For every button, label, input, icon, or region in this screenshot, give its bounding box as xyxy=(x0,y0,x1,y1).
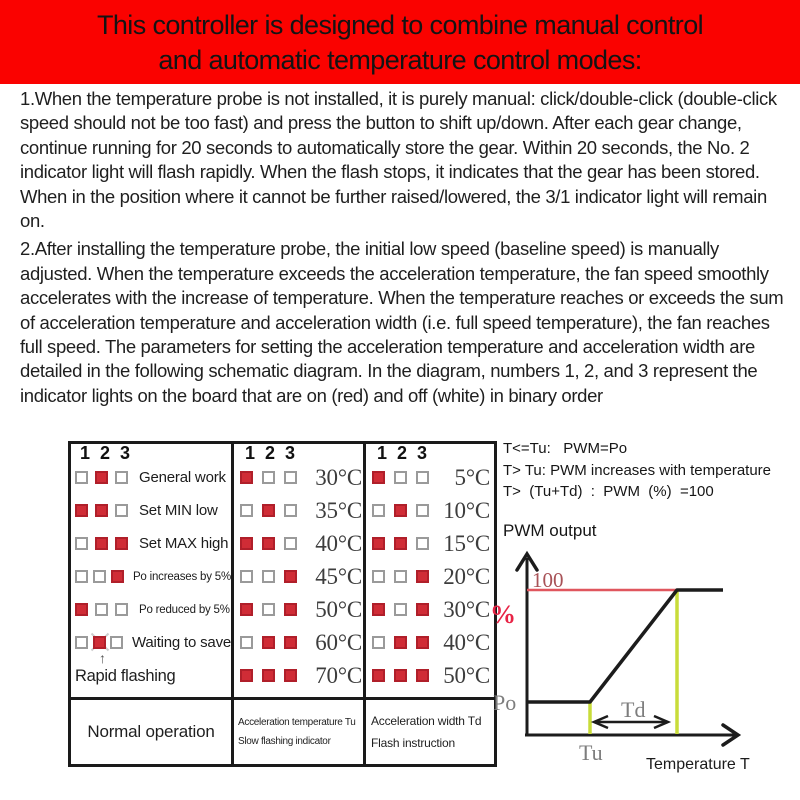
indicator-row-label: 5°C xyxy=(454,464,490,490)
light-box xyxy=(95,603,108,616)
indicator-light-off xyxy=(394,603,414,616)
light-box xyxy=(75,603,88,616)
indicator-light-off xyxy=(75,636,93,649)
indicator-light-on xyxy=(394,504,414,517)
indicator-light-off xyxy=(75,537,95,550)
indicator-light-off xyxy=(240,570,260,583)
banner-line-2: and automatic temperature control modes: xyxy=(158,45,642,75)
indicator-header-digit: 3 xyxy=(416,443,427,463)
light-box xyxy=(262,669,275,682)
light-box xyxy=(240,570,253,583)
light-box xyxy=(240,471,253,484)
indicator-light-off xyxy=(240,636,260,649)
light-box xyxy=(284,669,297,682)
light-box xyxy=(110,636,123,649)
indicator-row xyxy=(370,593,494,626)
indicator-light-off xyxy=(284,537,304,550)
light-box xyxy=(95,504,108,517)
indicator-light-off xyxy=(284,471,304,484)
light-box xyxy=(416,636,429,649)
indicator-light-off xyxy=(372,570,392,583)
indicator-row xyxy=(370,626,494,659)
light-box xyxy=(240,603,253,616)
indicator-light-on xyxy=(284,669,304,682)
light-box xyxy=(284,504,297,517)
indicator-light-on xyxy=(284,636,304,649)
pwm-temperature-graph xyxy=(480,518,800,800)
indicator-row-label: 10°C xyxy=(443,497,490,523)
rapid-flashing-note: Rapid flashing xyxy=(75,667,176,685)
indicator-light-on xyxy=(240,603,260,616)
light-box xyxy=(115,603,128,616)
indicator-light-on xyxy=(75,504,95,517)
light-box xyxy=(372,636,385,649)
light-box xyxy=(262,537,275,550)
indicator-light-on xyxy=(93,636,111,649)
indicator-row xyxy=(370,659,494,692)
indicator-table xyxy=(68,441,497,767)
indicator-row-label: General work xyxy=(139,469,226,486)
indicator-light-on xyxy=(111,570,129,583)
light-box xyxy=(372,471,385,484)
indicator-row xyxy=(370,494,494,527)
indicator-row-label: 45°C xyxy=(315,563,362,589)
indicator-row-label: 20°C xyxy=(443,563,490,589)
indicator-row xyxy=(238,494,363,527)
indicator-header-digit: 1 xyxy=(376,443,387,463)
light-box xyxy=(284,603,297,616)
light-box xyxy=(416,603,429,616)
indicator-light-on xyxy=(394,537,414,550)
indicator-header-digit: 1 xyxy=(244,443,255,463)
flash-pointer-arrow-icon: ↑ xyxy=(99,650,106,666)
light-box xyxy=(75,570,88,583)
indicator-light-on xyxy=(372,537,392,550)
light-box xyxy=(394,504,407,517)
indicator-row xyxy=(238,593,363,626)
indicator-light-off xyxy=(262,570,282,583)
indicator-light-on xyxy=(95,471,115,484)
indicator-header-123 xyxy=(372,443,494,463)
indicator-light-off xyxy=(416,504,436,517)
light-box xyxy=(95,471,108,484)
indicator-row-label: 50°C xyxy=(315,596,362,622)
indicator-row xyxy=(370,560,494,593)
light-box xyxy=(262,570,275,583)
indicator-row xyxy=(75,461,231,494)
light-box xyxy=(75,504,88,517)
pwm-output-label: PWM output xyxy=(503,521,597,540)
indicator-light-on xyxy=(416,570,436,583)
indicator-row-label: Po increases by 5% xyxy=(132,570,231,583)
indicator-row-label: 30°C xyxy=(315,464,362,490)
indicator-row-label: Po reduced by 5% xyxy=(139,603,230,616)
indicator-light-off xyxy=(262,603,282,616)
light-box xyxy=(372,537,385,550)
pwm-rule-2: T> Tu: PWM increases with temperature xyxy=(503,461,772,479)
indicator-light-on xyxy=(95,537,115,550)
indicator-header-digit: 2 xyxy=(396,443,407,463)
indicator-row xyxy=(75,593,231,626)
light-box xyxy=(394,603,407,616)
light-box xyxy=(416,471,429,484)
indicator-light-on xyxy=(416,669,436,682)
light-box xyxy=(262,636,275,649)
function-column xyxy=(71,444,234,700)
x-axis-title: Temperature T xyxy=(646,756,750,773)
banner-line-1: This controller is designed to combine manual control xyxy=(96,10,704,40)
light-box xyxy=(416,504,429,517)
indicator-row xyxy=(238,461,363,494)
light-box xyxy=(111,570,124,583)
indicator-light-on xyxy=(262,669,282,682)
indicator-light-off xyxy=(394,471,414,484)
indicator-row-label: Waiting to save xyxy=(132,634,232,651)
indicator-header-123 xyxy=(240,443,363,463)
y-max-label: 100 xyxy=(532,568,564,592)
indicator-light-on xyxy=(240,669,260,682)
indicator-row-label: 40°C xyxy=(315,530,362,556)
light-box xyxy=(372,504,385,517)
paragraph-auto-mode: 2.After installing the temperature probe, the initial low speed (baseline speed) is manually adjusted. When the temperature exceeds the acceleration temperature, the fan speed smoothly accelerates with the increase of temperature. When the temperature reaches or exceeds the sum of acceleration temperature and acceleration width (i.e. full speed temperature), the fan reaches full speed. The parameters for setting the acceleration temperature and acceleration width are detailed in the following schematic diagram. In the diagram, numbers 1, 2, and 3 represent the indicator lights on the board that are on (red) and off (white) in binary order xyxy=(20,238,784,406)
indicator-row-label: Set MAX high xyxy=(139,535,229,552)
indicator-light-on xyxy=(115,537,135,550)
indicator-light-off xyxy=(372,636,392,649)
light-box xyxy=(284,471,297,484)
indicator-light-off xyxy=(416,471,436,484)
light-box xyxy=(416,537,429,550)
indicator-header-digit: 2 xyxy=(99,443,110,463)
pwm-curve xyxy=(527,590,723,702)
indicator-row xyxy=(370,527,494,560)
indicator-light-off xyxy=(95,603,115,616)
footer-acceleration-temperature xyxy=(234,700,366,764)
indicator-light-off xyxy=(115,471,135,484)
footer-tu-line-1: Acceleration temperature Tu xyxy=(238,717,356,728)
paragraph-manual-mode: 1.When the temperature probe is not installed, it is purely manual: click/double-click (double-click speed should not be too fast) and press the button to shift up/down. After each gear change, continue running for 20 seconds to automatically store the gear. Within 20 seconds, the No. 2 indicator light will flash rapidly. When the flash stops, it indicates that the gear has been stored. When in the position where it cannot be further raised/lowered, the 3/1 indicator light will remain on. xyxy=(20,88,777,232)
light-box xyxy=(394,669,407,682)
footer-td-line-1: Acceleration width Td xyxy=(371,714,482,728)
light-box xyxy=(394,570,407,583)
tu-label: Tu xyxy=(579,740,603,765)
percent-label: % xyxy=(490,600,516,629)
light-box xyxy=(95,537,108,550)
light-box xyxy=(416,669,429,682)
td-label: Td xyxy=(621,697,646,722)
indicator-row-label: 30°C xyxy=(443,596,490,622)
indicator-light-on xyxy=(75,603,95,616)
light-box xyxy=(372,570,385,583)
light-box xyxy=(372,669,385,682)
indicator-row xyxy=(75,560,231,593)
light-box xyxy=(262,603,275,616)
indicator-row xyxy=(370,461,494,494)
indicator-light-off xyxy=(416,537,436,550)
indicator-light-on xyxy=(284,570,304,583)
light-box xyxy=(240,669,253,682)
indicator-light-off xyxy=(115,603,135,616)
light-box xyxy=(75,636,88,649)
indicator-row-label: 70°C xyxy=(315,662,362,688)
title-banner xyxy=(0,0,800,84)
indicator-light-on xyxy=(284,603,304,616)
indicator-header-123 xyxy=(75,443,231,463)
indicator-light-on xyxy=(416,636,436,649)
indicator-header-digit: 2 xyxy=(264,443,275,463)
light-box xyxy=(93,570,106,583)
light-box xyxy=(284,537,297,550)
indicator-header-digit: 1 xyxy=(79,443,90,463)
indicator-row xyxy=(75,494,231,527)
indicator-light-off xyxy=(110,636,128,649)
indicator-light-on xyxy=(394,636,414,649)
indicator-light-on xyxy=(372,603,392,616)
light-box xyxy=(115,471,128,484)
pwm-rule-1: T<=Tu: PWM=Po xyxy=(503,440,628,457)
light-box xyxy=(75,537,88,550)
indicator-row-label: 35°C xyxy=(315,497,362,523)
indicator-row-label: 15°C xyxy=(443,530,490,556)
indicator-row-label: 40°C xyxy=(443,629,490,655)
indicator-row-label: 50°C xyxy=(443,662,490,688)
light-box xyxy=(372,603,385,616)
indicator-light-on xyxy=(262,636,282,649)
indicator-row xyxy=(238,527,363,560)
indicator-light-on xyxy=(240,471,260,484)
light-box xyxy=(75,471,88,484)
light-box xyxy=(416,570,429,583)
indicator-light-off xyxy=(262,471,282,484)
light-box xyxy=(262,504,275,517)
indicator-row xyxy=(238,659,363,692)
indicator-light-on xyxy=(95,504,115,517)
indicator-light-on xyxy=(394,669,414,682)
footer-tu-line-2: Slow flashing indicator xyxy=(238,736,331,747)
indicator-light-off xyxy=(394,570,414,583)
acceleration-temperature-column xyxy=(234,444,366,700)
indicator-light-on xyxy=(372,471,392,484)
light-box xyxy=(394,471,407,484)
light-box xyxy=(284,570,297,583)
indicator-header-digit: 3 xyxy=(119,443,130,463)
light-box xyxy=(115,537,128,550)
indicator-light-off xyxy=(93,570,111,583)
indicator-light-off xyxy=(240,504,260,517)
indicator-light-off xyxy=(372,504,392,517)
indicator-light-on xyxy=(240,537,260,550)
pwm-rules xyxy=(503,438,771,503)
indicator-row-label: 60°C xyxy=(315,629,362,655)
footer-acceleration-width xyxy=(366,700,494,764)
indicator-light-off xyxy=(75,471,95,484)
indicator-light-on xyxy=(262,537,282,550)
light-box xyxy=(240,636,253,649)
light-box xyxy=(115,504,128,517)
indicator-header-digit: 3 xyxy=(284,443,295,463)
light-box xyxy=(262,471,275,484)
intro-text xyxy=(20,87,792,412)
indicator-row xyxy=(238,560,363,593)
footer-normal-operation: Normal operation xyxy=(71,700,234,764)
light-box xyxy=(93,636,106,649)
light-box xyxy=(394,537,407,550)
indicator-light-off xyxy=(284,504,304,517)
indicator-light-off xyxy=(75,570,93,583)
indicator-light-off xyxy=(115,504,135,517)
indicator-row xyxy=(75,527,231,560)
light-box xyxy=(284,636,297,649)
light-box xyxy=(240,537,253,550)
acceleration-width-column xyxy=(366,444,494,700)
pwm-rule-3: T> (Tu+Td) : PWM (%) =100 xyxy=(503,483,714,500)
indicator-light-on xyxy=(262,504,282,517)
light-box xyxy=(240,504,253,517)
indicator-row-label: Set MIN low xyxy=(139,502,218,519)
footer-td-line-2: Flash instruction xyxy=(371,736,455,750)
light-box xyxy=(394,636,407,649)
indicator-light-on xyxy=(372,669,392,682)
indicator-light-on xyxy=(416,603,436,616)
po-label: Po xyxy=(493,690,517,715)
indicator-row xyxy=(238,626,363,659)
